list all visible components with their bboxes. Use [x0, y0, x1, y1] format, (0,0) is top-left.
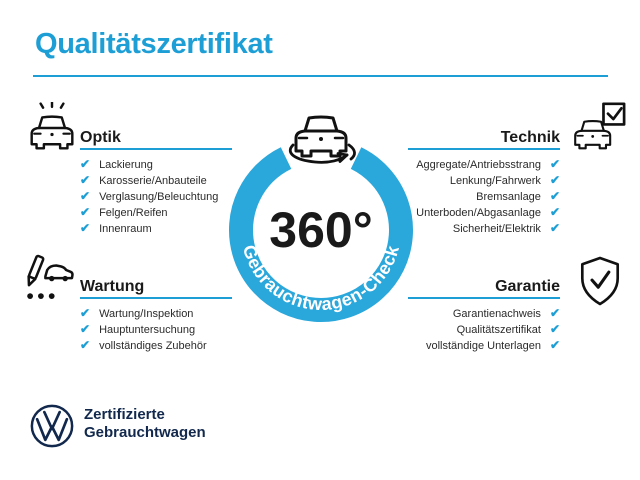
check-icon: ✔: [549, 221, 560, 235]
check-icon: ✔: [80, 157, 91, 171]
list-item-label: Sicherheit/Elektrik: [452, 222, 541, 235]
page-title: Qualitätszertifikat: [35, 28, 273, 60]
360-check-badge: [209, 101, 433, 345]
list-item-label: Garantienachweis: [452, 307, 541, 320]
check-icon: ✔: [549, 189, 560, 203]
list-item-label: vollständiges Zubehör: [99, 339, 207, 352]
degree-label: 360°: [269, 202, 373, 258]
list-item-label: Innenraum: [99, 222, 152, 235]
list-item-label: vollständige Unterlagen: [425, 339, 541, 352]
check-icon: ✔: [80, 306, 91, 320]
list-item-label: Karosserie/Anbauteile: [99, 174, 207, 187]
list-item-label: Hauptuntersuchung: [99, 323, 196, 336]
check-icon: ✔: [549, 338, 560, 352]
check-icon: ✔: [549, 173, 560, 187]
check-icon: ✔: [549, 322, 560, 336]
list-item-label: Unterboden/Abgasanlage: [416, 206, 541, 219]
car-checkbox-icon: [570, 102, 628, 154]
car-front-shine-icon: [26, 102, 78, 154]
list-item-label: Qualitätszertifikat: [456, 323, 541, 336]
list-item-label: Felgen/Reifen: [99, 206, 168, 219]
title-divider: [33, 75, 608, 77]
check-icon: ✔: [549, 157, 560, 171]
list-item-label: Lenkung/Fahrwerk: [449, 174, 541, 187]
list-item-label: Verglasung/Beleuchtung: [99, 190, 219, 203]
footer-line1: Zertifizierte: [84, 406, 165, 423]
pencil-checklist-car-icon: [22, 253, 76, 305]
shield-check-icon: [577, 255, 623, 307]
section-optik-title: Optik: [80, 129, 121, 146]
check-icon: ✔: [80, 189, 91, 203]
check-icon: ✔: [80, 221, 91, 235]
ring-label: Gebrauchtwagen-Check: [238, 242, 404, 315]
check-icon: ✔: [549, 205, 560, 219]
check-icon: ✔: [80, 338, 91, 352]
check-icon: ✔: [80, 173, 91, 187]
section-garantie-title: Garantie: [495, 278, 560, 295]
vw-logo: [29, 403, 75, 449]
list-item-label: Wartung/Inspektion: [99, 307, 194, 320]
list-item-label: Bremsanlage: [476, 190, 541, 203]
section-wartung-title: Wartung: [80, 278, 145, 295]
check-icon: ✔: [80, 205, 91, 219]
section-technik-title: Technik: [500, 129, 560, 146]
check-icon: ✔: [549, 306, 560, 320]
list-item-label: Aggregate/Antriebsstrang: [416, 158, 541, 171]
list-item-label: Lackierung: [99, 158, 153, 171]
check-icon: ✔: [80, 322, 91, 336]
car-360-rotate-icon: [290, 117, 354, 162]
footer-line2: Gebrauchtwagen: [84, 424, 206, 441]
footer-brand-text: [84, 406, 206, 442]
